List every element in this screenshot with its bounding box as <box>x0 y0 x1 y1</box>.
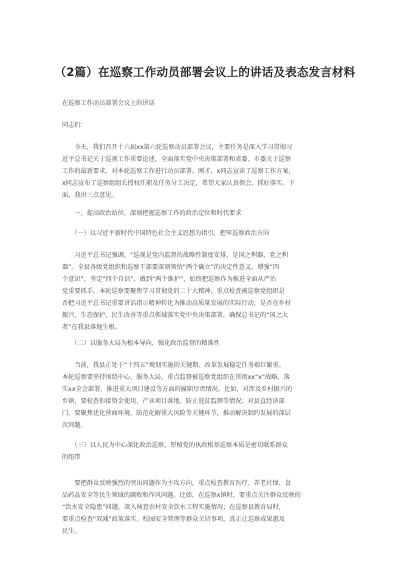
text-line: 门，要聚焦优化营商环境、防范化解重大风险等关键环节，推动解决制约发展的深层 <box>62 410 291 417</box>
text-line: 今天，我们召开十六届xx第六轮巡察动员部署会议，主要任务是深入学习贯彻习 <box>62 144 293 151</box>
text-line: 工作的最新要求，对本轮巡察工作进行动员部署。刚才，x同志宣读了巡察工作方案， <box>62 168 295 175</box>
document-title: （2篇）在巡察工作动员部署会议上的讲话及表态发言材料 <box>54 65 356 79</box>
subsection-heading-1 <box>62 228 354 240</box>
text-line: 面，我讲三点意见。 <box>62 192 118 199</box>
text-line: 习近平总书记强调，“巡视是党内监督的战略性制度安排，是国之利器、党之利 <box>62 252 288 259</box>
text-line: 近平总书记关于巡视工作重要论述，全面落实党中央决策部署和省委、市委关于巡察 <box>62 156 291 163</box>
text-line: 乡镇，要检查衔接资金使用、产业项目落地、防止返贫监测等情况；对县直经济部 <box>62 398 285 405</box>
speech-subtitle: 在巡察工作动员部署会议上的讲话 <box>62 100 155 107</box>
text-line: （一）以习近平新时代中国特色社会主义思想为指引，把牢巡察政治方向 <box>62 230 270 237</box>
text-line: 器”。全县各级党组织和巡察干部要深刻领悟“两个确立”的决定性意义，增强“四 <box>62 264 280 271</box>
text-line: 民生。 <box>62 528 81 535</box>
text-line: 个意识”、坚定“四个自信”、做到“两个维护”，始终把巡察作为推进全面从严治 <box>62 276 277 283</box>
paragraph-3 <box>62 478 354 538</box>
paragraph-intro <box>62 142 354 202</box>
greeting: 同志们： <box>62 122 87 129</box>
text-line: 的纽带 <box>62 454 81 461</box>
text-line: 实xx全会部署、推进重大项目建设等方面的履职尽责情况。比如，对涉及乡村振兴的 <box>62 386 293 393</box>
text-line: 否把习近平总书记重要讲话指示精神转化为推动高质量发展的实际行动，是否在乡村 <box>62 300 291 307</box>
text-line: x同志宣布了巡察组组长授权任职及任务分工决定，希望大家认真领会、抓好落实。下 <box>62 180 295 187</box>
text-line: 要重点检查“双减”政策落实、校园安全管理等群众关切事项，真正让巡察成果惠及 <box>62 516 285 523</box>
text-line: 振兴、生态保护、民生改善等重点领域落实党中央决策部署，确保总书记的“国之大 <box>62 312 288 319</box>
subsection-heading-3 <box>62 440 354 464</box>
text-line: 当前，我县正处于“十四五”规划实施的关键期、改革发展稳定任务艰巨繁重。 <box>62 362 285 369</box>
text-line: 一、提高政治站位，深刻把握巡察工作的政治定位和时代要求 <box>62 210 242 217</box>
section-heading-1 <box>62 208 354 220</box>
text-line: 要把群众反映强烈的突出问题作为主攻方向，重点检查教育医疗、养老社保、食 <box>62 480 291 487</box>
text-line: “饮水安全隐患”问题，深入核查农村安全饮水工程实施情况；在巡察县教育局时， <box>62 504 285 511</box>
paragraph-1 <box>62 250 354 334</box>
text-line: （二）以服务大局为根本导向，强化政治监督的精准性 <box>62 340 220 347</box>
text-line: 品药品安全等民生领域的腐败和作风问题。比如，在巡察x镇时，要重点关注群众反映的 <box>62 492 301 499</box>
text-line: 者”在我县落地生根。 <box>62 324 121 331</box>
text-line: 本轮巡察要坚持围绕中心、服务大局，重点监督被巡察党组织在贯彻xx“x”战略、落 <box>62 374 290 381</box>
paragraph-2 <box>62 360 354 432</box>
text-line: 党重要抓手。本轮巡察要聚焦学习贯彻党的二十大精神，重点检查被巡察党组织是 <box>62 288 285 295</box>
text-line: （三）以人民为中心深化政治巡察，厚植党的执政根基巡察本质是密切联系群众 <box>62 442 288 449</box>
subsection-heading-2 <box>62 338 354 350</box>
text-line: 次问题。 <box>62 422 87 429</box>
